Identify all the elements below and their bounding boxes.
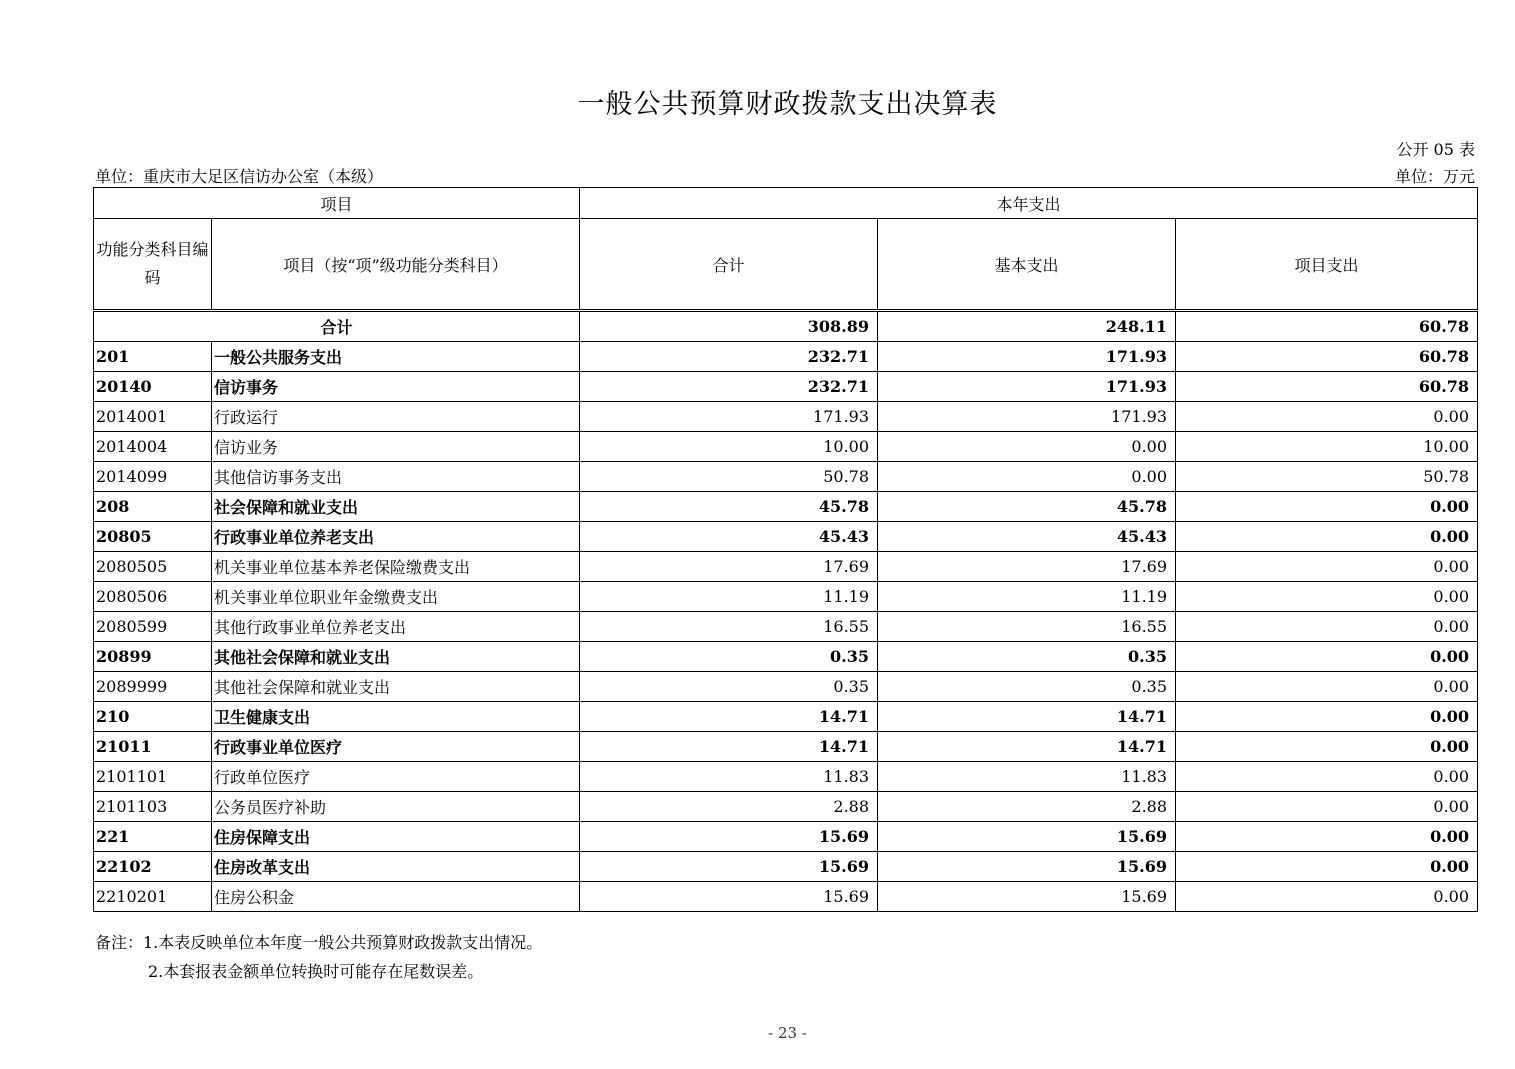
row-project: 0.00 <box>1176 552 1478 582</box>
row-code: 20899 <box>94 642 212 672</box>
row-basic: 15.69 <box>878 822 1176 852</box>
row-basic: 0.35 <box>878 642 1176 672</box>
row-project: 60.78 <box>1176 372 1478 402</box>
currency-unit: 单位：万元 <box>1394 167 1475 186</box>
header-total: 合计 <box>580 219 878 311</box>
row-project: 10.00 <box>1176 432 1478 462</box>
row-name: 信访业务 <box>212 432 580 462</box>
row-code: 2014001 <box>94 402 212 432</box>
row-total: 45.78 <box>580 492 878 522</box>
row-basic: 15.69 <box>878 882 1176 912</box>
table-row <box>94 612 1478 642</box>
row-code: 22102 <box>94 852 212 882</box>
page-number: - 23 - <box>768 1024 807 1042</box>
row-project: 0.00 <box>1176 642 1478 672</box>
row-name: 住房公积金 <box>212 882 580 912</box>
row-total: 171.93 <box>580 402 878 432</box>
row-basic: 171.93 <box>878 402 1176 432</box>
total-label: 合计 <box>94 311 580 342</box>
row-name: 社会保障和就业支出 <box>212 492 580 522</box>
row-code: 2101103 <box>94 792 212 822</box>
row-project: 0.00 <box>1176 732 1478 762</box>
row-code: 20805 <box>94 522 212 552</box>
row-basic: 14.71 <box>878 732 1176 762</box>
row-code: 2210201 <box>94 882 212 912</box>
row-name: 公务员医疗补助 <box>212 792 580 822</box>
row-name: 其他社会保障和就业支出 <box>212 672 580 702</box>
row-total: 15.69 <box>580 882 878 912</box>
table-row <box>94 402 1478 432</box>
row-project: 60.78 <box>1176 342 1478 372</box>
table-row <box>94 552 1478 582</box>
table-row <box>94 852 1478 882</box>
row-total: 232.71 <box>580 342 878 372</box>
row-total: 11.19 <box>580 582 878 612</box>
row-code: 2080505 <box>94 552 212 582</box>
row-basic: 15.69 <box>878 852 1176 882</box>
row-name: 机关事业单位职业年金缴费支出 <box>212 582 580 612</box>
row-total: 232.71 <box>580 372 878 402</box>
row-basic: 2.88 <box>878 792 1176 822</box>
row-code: 2080599 <box>94 612 212 642</box>
table-row <box>94 792 1478 822</box>
table-row <box>94 642 1478 672</box>
row-name: 其他信访事务支出 <box>212 462 580 492</box>
table-row <box>94 762 1478 792</box>
table-row <box>94 822 1478 852</box>
row-name: 机关事业单位基本养老保险缴费支出 <box>212 552 580 582</box>
row-code: 2080506 <box>94 582 212 612</box>
table-row <box>94 342 1478 372</box>
row-name: 行政事业单位医疗 <box>212 732 580 762</box>
row-total: 14.71 <box>580 732 878 762</box>
row-basic: 45.78 <box>878 492 1176 522</box>
row-total: 14.71 <box>580 702 878 732</box>
row-total: 17.69 <box>580 552 878 582</box>
row-basic: 11.19 <box>878 582 1176 612</box>
row-total: 2.88 <box>580 792 878 822</box>
total-project: 60.78 <box>1176 311 1478 342</box>
row-code: 2101101 <box>94 762 212 792</box>
row-basic: 171.93 <box>878 342 1176 372</box>
row-name: 行政运行 <box>212 402 580 432</box>
row-code: 210 <box>94 702 212 732</box>
note-line-1: 备注：1.本表反映单位本年度一般公共预算财政拨款支出情况。 <box>95 933 543 952</box>
header-this-year: 本年支出 <box>580 188 1478 219</box>
table-row <box>94 702 1478 732</box>
total-basic: 248.11 <box>878 311 1176 342</box>
row-name: 卫生健康支出 <box>212 702 580 732</box>
row-total: 11.83 <box>580 762 878 792</box>
row-basic: 16.55 <box>878 612 1176 642</box>
table-row <box>94 492 1478 522</box>
row-total: 50.78 <box>580 462 878 492</box>
row-name: 住房改革支出 <box>212 852 580 882</box>
row-total: 16.55 <box>580 612 878 642</box>
reporting-unit: 单位：重庆市大足区信访办公室（本级） <box>95 167 384 186</box>
row-name: 行政事业单位养老支出 <box>212 522 580 552</box>
row-project: 50.78 <box>1176 462 1478 492</box>
row-code: 2089999 <box>94 672 212 702</box>
header-project: 项目支出 <box>1176 219 1478 311</box>
row-total: 0.35 <box>580 672 878 702</box>
row-code: 20140 <box>94 372 212 402</box>
row-project: 0.00 <box>1176 822 1478 852</box>
row-project: 0.00 <box>1176 762 1478 792</box>
table-row <box>94 372 1478 402</box>
row-project: 0.00 <box>1176 702 1478 732</box>
row-project: 0.00 <box>1176 852 1478 882</box>
table-row <box>94 432 1478 462</box>
table-row <box>94 462 1478 492</box>
row-project: 0.00 <box>1176 582 1478 612</box>
header-item: 项目 <box>94 188 580 219</box>
row-name: 一般公共服务支出 <box>212 342 580 372</box>
row-project: 0.00 <box>1176 402 1478 432</box>
row-project: 0.00 <box>1176 612 1478 642</box>
row-basic: 45.43 <box>878 522 1176 552</box>
row-project: 0.00 <box>1176 672 1478 702</box>
header-name: 项目（按“项”级功能分类科目） <box>212 219 580 311</box>
row-code: 2014004 <box>94 432 212 462</box>
page-title: 一般公共预算财政拨款支出决算表 <box>577 89 998 120</box>
row-code: 201 <box>94 342 212 372</box>
row-basic: 171.93 <box>878 372 1176 402</box>
table-row <box>94 672 1478 702</box>
row-total: 10.00 <box>580 432 878 462</box>
row-name: 其他行政事业单位养老支出 <box>212 612 580 642</box>
row-basic: 17.69 <box>878 552 1176 582</box>
table-row <box>94 732 1478 762</box>
row-basic: 14.71 <box>878 702 1176 732</box>
header-row-2 <box>94 219 1478 311</box>
row-name: 其他社会保障和就业支出 <box>212 642 580 672</box>
row-project: 0.00 <box>1176 792 1478 822</box>
row-total: 45.43 <box>580 522 878 552</box>
note-line-2: 2.本套报表金额单位转换时可能存在尾数误差。 <box>148 962 484 981</box>
header-code: 功能分类科目编码 <box>94 219 212 311</box>
row-basic: 0.00 <box>878 462 1176 492</box>
form-number: 公开 05 表 <box>1396 140 1475 159</box>
total-amount: 308.89 <box>580 311 878 342</box>
table-row <box>94 582 1478 612</box>
total-row <box>94 311 1478 342</box>
row-name: 住房保障支出 <box>212 822 580 852</box>
row-total: 15.69 <box>580 852 878 882</box>
row-code: 221 <box>94 822 212 852</box>
row-total: 0.35 <box>580 642 878 672</box>
header-basic: 基本支出 <box>878 219 1176 311</box>
table-row <box>94 882 1478 912</box>
header-row-1 <box>94 188 1478 219</box>
row-basic: 11.83 <box>878 762 1176 792</box>
row-total: 15.69 <box>580 822 878 852</box>
row-project: 0.00 <box>1176 492 1478 522</box>
table-row <box>94 522 1478 552</box>
row-code: 21011 <box>94 732 212 762</box>
row-name: 行政单位医疗 <box>212 762 580 792</box>
row-basic: 0.35 <box>878 672 1176 702</box>
row-code: 2014099 <box>94 462 212 492</box>
row-basic: 0.00 <box>878 432 1176 462</box>
row-code: 208 <box>94 492 212 522</box>
row-name: 信访事务 <box>212 372 580 402</box>
row-project: 0.00 <box>1176 522 1478 552</box>
expenditure-table <box>93 187 1478 912</box>
row-project: 0.00 <box>1176 882 1478 912</box>
